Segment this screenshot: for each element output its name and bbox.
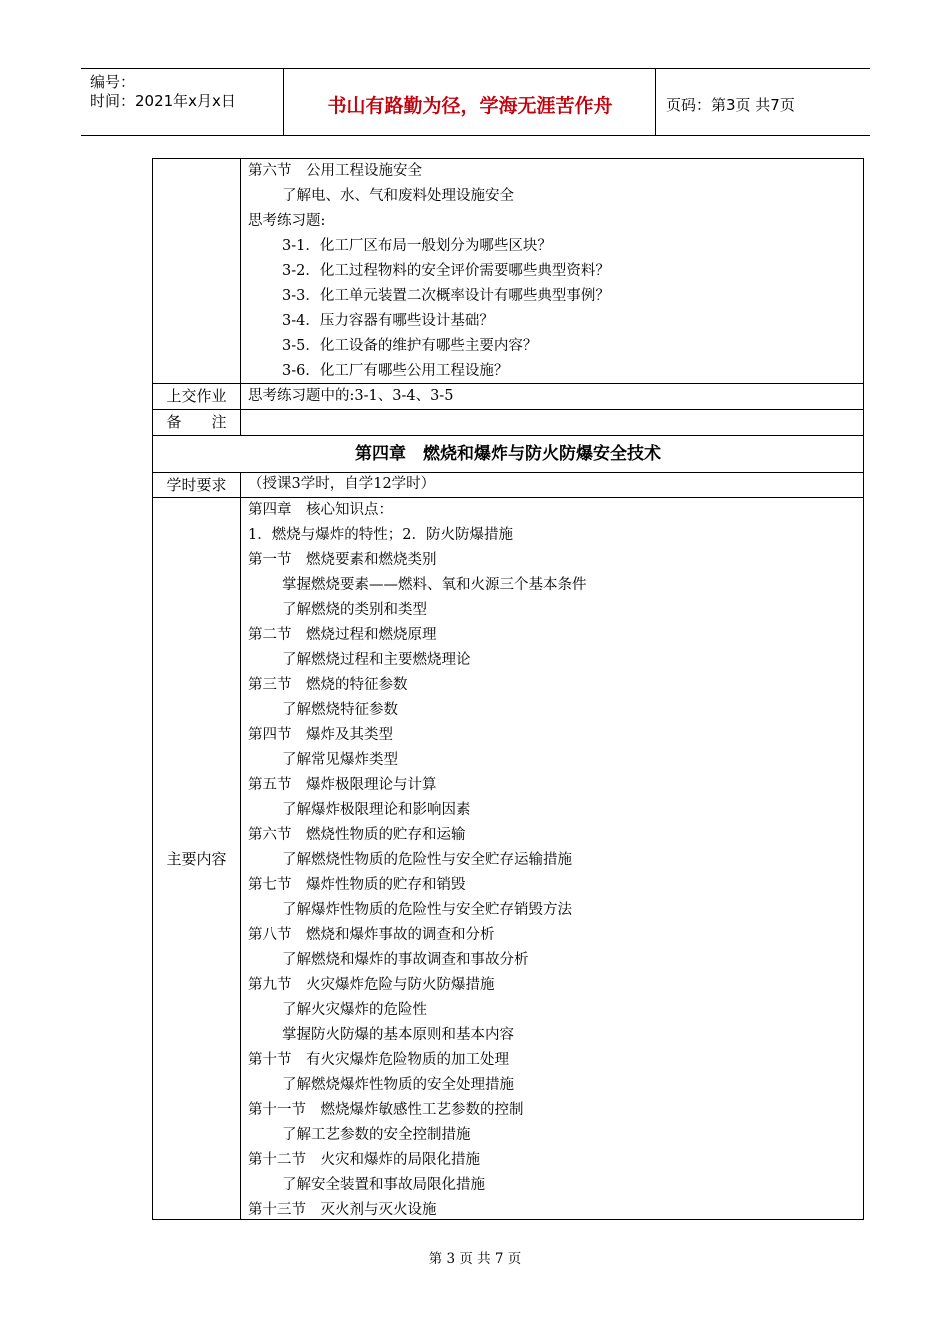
content-line: 第一节 燃烧要素和燃烧类别 — [248, 552, 437, 568]
content-line: 第十一节 燃烧爆炸敏感性工艺参数的控制 — [248, 1102, 524, 1118]
content-line: 了解火灾爆炸的危险性 — [282, 1002, 427, 1018]
page-footer: 第 3 页 共 7 页 — [428, 1251, 522, 1267]
content-line: 1．燃烧与爆炸的特性；2．防火防爆措施 — [248, 527, 513, 543]
hours-label: 学时要求 — [166, 476, 227, 494]
content-line: 了解安全装置和事故局限化措施 — [282, 1177, 485, 1193]
content-line: 第三节 燃烧的特征参数 — [248, 677, 408, 693]
content-line: 第九节 火灾爆炸危险与防火防爆措施 — [248, 977, 495, 993]
hours-value: （授课3学时，自学12学时） — [248, 476, 436, 492]
header-motto: 书山有路勤为径，学海无涯苦作舟 — [327, 95, 613, 117]
content-line: 第二节 燃烧过程和燃烧原理 — [248, 627, 437, 643]
chapter-title: 第四章 燃烧和爆炸与防火防爆安全技术 — [355, 444, 661, 464]
content-line: 3-1．化工厂区布局一般划分为哪些区块？ — [282, 238, 552, 254]
content-line: 了解电、水、气和废料处理设施安全 — [282, 188, 514, 204]
content-line: 了解燃烧的类别和类型 — [282, 602, 427, 618]
content-line: 3-4．压力容器有哪些设计基础？ — [282, 313, 494, 329]
content-line: 3-3．化工单元装置二次概率设计有哪些典型事例？ — [282, 288, 610, 304]
content-line: 掌握燃烧要素——燃料、氧和火源三个基本条件 — [282, 577, 587, 593]
chapter3-content — [248, 159, 610, 384]
content-line: 第八节 燃烧和爆炸事故的调查和分析 — [248, 927, 495, 943]
homework-value: 思考练习题中的:3-1、3-4、3-5 — [248, 388, 454, 404]
content-line: 了解燃烧和爆炸的事故调查和事故分析 — [282, 952, 529, 968]
content-line: 了解常见爆炸类型 — [282, 752, 398, 768]
content-line: 了解燃烧特征参数 — [282, 702, 398, 718]
remarks-label: 备 注 — [166, 413, 227, 431]
document-time-label: 时间：2021年x月x日 — [90, 92, 236, 110]
syllabus-table — [152, 158, 864, 1220]
page-header — [81, 68, 870, 136]
main-content-label-text: 主要内容 — [166, 849, 227, 868]
content-line: 思考练习题: — [248, 213, 326, 229]
column-divider — [240, 472, 241, 1219]
document-number-label: 编号： — [90, 73, 136, 91]
content-line: 第七节 爆炸性物质的贮存和销毁 — [248, 877, 466, 893]
content-line: 第六节 公用工程设施安全 — [248, 163, 422, 179]
content-line: 第五节 爆炸极限理论与计算 — [248, 777, 437, 793]
content-line: 第四章 核心知识点： — [248, 502, 393, 518]
column-divider — [240, 159, 241, 436]
content-line: 第四节 爆炸及其类型 — [248, 727, 393, 743]
main-content — [248, 498, 587, 1223]
homework-label: 上交作业 — [166, 387, 227, 405]
content-line: 了解燃烧过程和主要燃烧理论 — [282, 652, 471, 668]
content-line: 第十三节 灭火剂与灭火设施 — [248, 1202, 437, 1218]
content-line: 3-6．化工厂有哪些公用工程设施？ — [282, 363, 509, 379]
content-line: 3-2．化工过程物料的安全评价需要哪些典型资料？ — [282, 263, 610, 279]
main-content-label — [153, 497, 240, 1219]
content-line: 第六节 燃烧性物质的贮存和运输 — [248, 827, 466, 843]
content-line: 3-5．化工设备的维护有哪些主要内容？ — [282, 338, 538, 354]
content-line: 第十节 有火灾爆炸危险物质的加工处理 — [248, 1052, 509, 1068]
content-line: 了解爆炸性物质的危险性与安全贮存销毁方法 — [282, 902, 572, 918]
content-line: 了解工艺参数的安全控制措施 — [282, 1127, 471, 1143]
content-line: 了解爆炸极限理论和影响因素 — [282, 802, 471, 818]
content-line: 第十二节 火灾和爆炸的局限化措施 — [248, 1152, 480, 1168]
header-meta — [90, 73, 236, 111]
row-divider — [153, 409, 863, 410]
header-page-info: 页码：第3页 共7页 — [666, 96, 795, 114]
content-line: 掌握防火防爆的基本原则和基本内容 — [282, 1027, 514, 1043]
content-line: 了解燃烧性物质的危险性与安全贮存运输措施 — [282, 852, 572, 868]
content-line: 了解燃烧爆炸性物质的安全处理措施 — [282, 1077, 514, 1093]
